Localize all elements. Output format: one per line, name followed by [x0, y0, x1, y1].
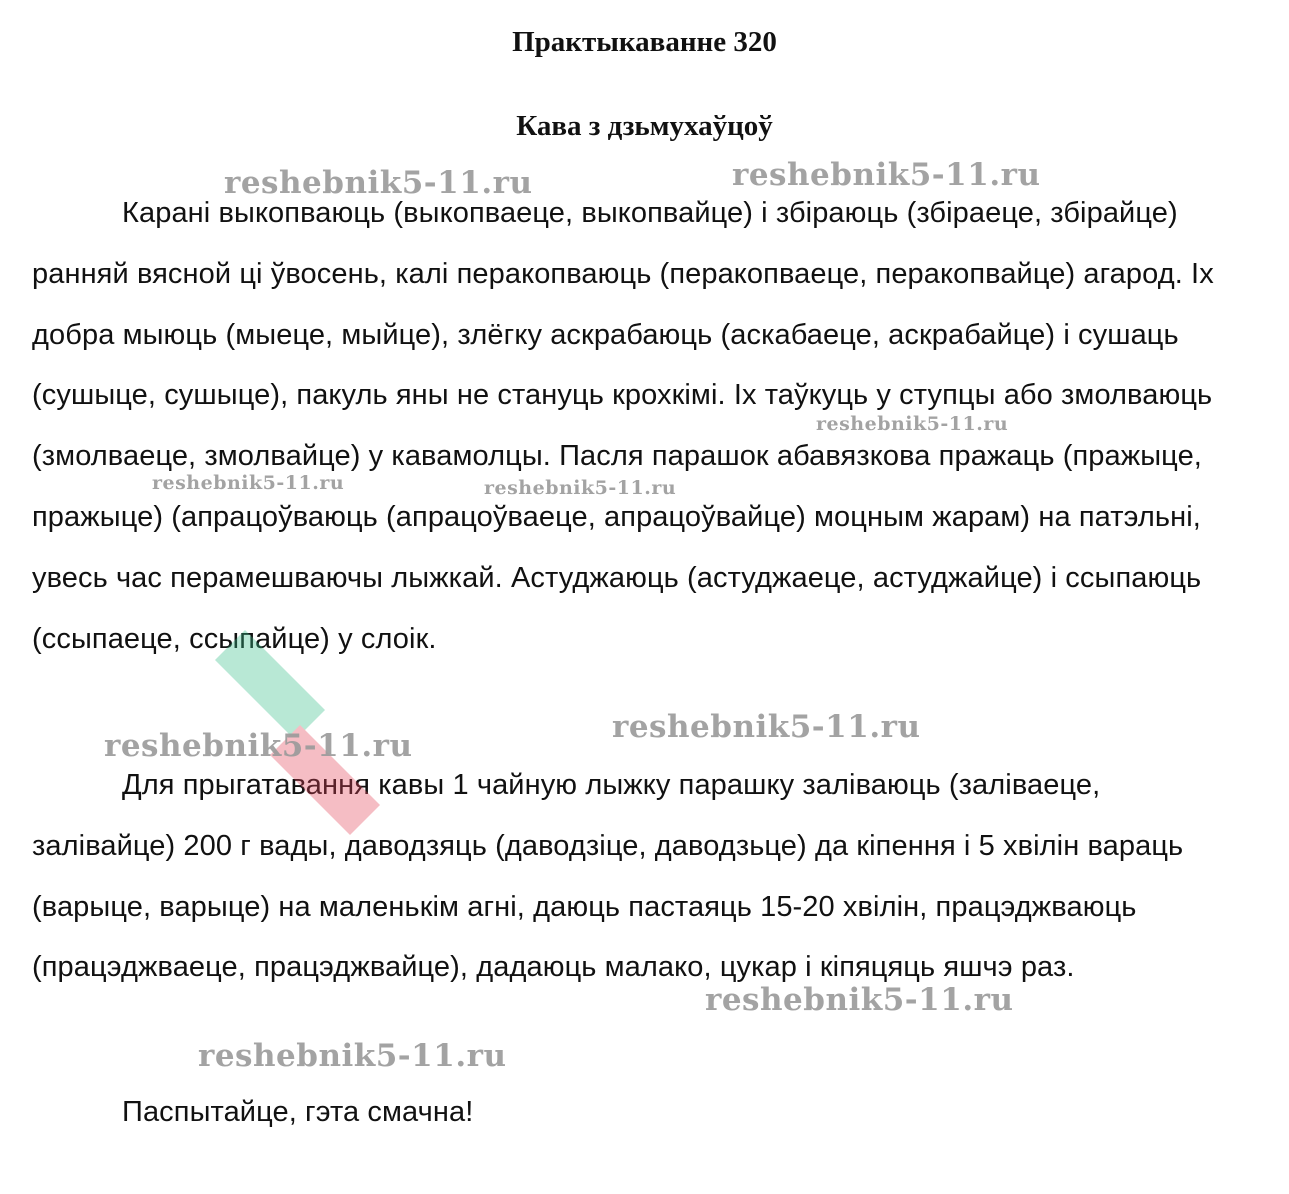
ribbon-green-stripe — [215, 630, 325, 740]
watermark: reshebnik5-11.ru — [816, 413, 1009, 435]
watermark: reshebnik5-11.ru — [484, 477, 677, 499]
paragraph-1: Карані выкопваюць (выкопваеце, выкопвайце) і збіраюць (збіраеце, збірайце) ранняй вясной ці ўвосень, калі перакопваюць (перакопваеце, перакопвайце) агарод. Іх добра мыюць (мыеце, мыйце), злёгку аскрабаюць (аскабаеце, аскрабайце) і сушаць (сушыце, сушыце), пакуль яны не стануць крохкімі. Іх таўкуць у ступцы або змолваюць (змолваеце, змолвайце) у кавамолцы. Пасля парашок абавязкова пражаць (пражыце, пражыце) (апрацоўваюць (апрацоўваеце, апрацоўвайце) моцным жарам) на патэльні, увесь час перамешваючы лыжкай. Астуджаюць (астуджаеце, астуджайце) і ссыпаюць (ссыпаеце, ссыпайце) у слоік. — [32, 197, 1214, 655]
paragraph-3: Паспытайце, гэта смачна! — [122, 1096, 474, 1128]
watermark: reshebnik5-11.ru — [732, 157, 1041, 193]
watermark: reshebnik5-11.ru — [198, 1038, 507, 1074]
paragraph-2: Для прыгатавання кавы 1 чайную лыжку парашку заліваюць (заліваеце, залівайце) 200 г вады, даводзяць (даводзіце, даводзьце) да кіпення і 5 хвілін вараць (варыце, варыце) на маленькім агні, даюць пастаяць 15-20 хвілін, працэджваюць (працэджваеце, працэджвайце), дадаюць малако, цукар і кіпяцяць яшчэ раз. — [32, 769, 1184, 984]
exercise-title: Практыкаванне 320 — [512, 26, 777, 58]
watermark: reshebnik5-11.ru — [705, 982, 1014, 1018]
watermark: reshebnik5-11.ru — [152, 472, 345, 494]
text-title: Кава з дзьмухаўцоў — [516, 110, 773, 142]
watermark: reshebnik5-11.ru — [612, 709, 921, 745]
watermark: reshebnik5-11.ru — [224, 165, 533, 201]
watermark: reshebnik5-11.ru — [104, 728, 413, 764]
